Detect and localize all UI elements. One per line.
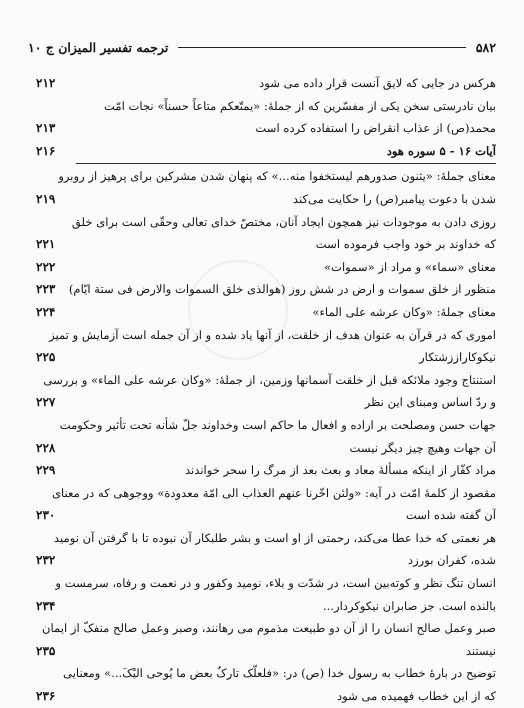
toc-page-number: ۲۱۹	[36, 191, 56, 206]
toc-line	[36, 346, 496, 369]
toc-line-text: نیکوکاراززشتکار	[419, 350, 496, 365]
toc-line-text: آن جهات وهیچ چیز دیگر نیست	[349, 440, 496, 455]
toc-line-text: نیستند	[465, 643, 496, 658]
toc-line	[36, 211, 496, 234]
toc-page-number: ۲۱۶	[36, 143, 56, 158]
toc-page-number: ۲۲۴	[36, 304, 56, 319]
toc-page-number: ۲۳۰	[36, 508, 56, 523]
toc-line-text: مقصود از کلمهٔ امّت در آیه: «ولئن اخّرنا عنهم العذاب الی امّة معدودة» ووجوهی که در معنای	[51, 485, 496, 500]
toc-page-number: ۲۱۳	[36, 121, 56, 136]
toc-page-number: ۲۲۷	[36, 395, 56, 410]
running-title: ترجمه تفسیر المیزان ج ۱۰	[28, 39, 169, 55]
toc-page-number: ۲۲۲	[36, 259, 56, 274]
toc-line	[36, 437, 496, 460]
toc-line	[36, 369, 496, 392]
header-rule	[178, 47, 465, 48]
toc-page-number: ۲۲۹	[36, 463, 56, 478]
toc-line	[36, 595, 496, 618]
page-header	[28, 36, 496, 58]
toc-line	[36, 301, 496, 324]
toc-line	[36, 188, 496, 211]
toc-line-text: جهات حسن ومصلحت بر اراده و افعال ما حاکم است وخداوند جلّ شأنه تحت تأثیر وحکومت	[59, 417, 496, 432]
toc-line-text: انسان تنگ نظر و کوته‌بین است، در شدّت و بلاء، نومید وکفور و در نعمت و رفاه، سرمست و	[55, 576, 496, 591]
toc-line-text: محمد(ص) از عذاب انقراض را استفاده کرده است	[255, 121, 496, 136]
toc-line-text: معنای جملهٔ: «وکان عرشه علی الماء»	[312, 304, 496, 319]
toc-line-text: معنای جملهٔ: «یثنون صدورهم لیستخفوا منه...» که پنهان شدن مشرکین برای پرهیز از روبرو	[58, 169, 496, 184]
toc-line-text: هرکس در جایی که لایق آنست قرار داده می شود	[259, 76, 496, 90]
toc-page-number: ۲۱۲	[36, 76, 56, 90]
toc-line-text: که خداوند بر خود واجب فرموده است	[315, 237, 496, 252]
table-of-contents	[36, 72, 496, 708]
toc-line-text: اموری که در قرآن به عنوان هدف از خلقت، از آنها یاد شده و از آن جمله است آزمایش و تمیز	[49, 327, 496, 342]
toc-line-text: معنای «سماء» و مراد از «سموات»	[323, 259, 496, 274]
toc-line-text: منظور از خلق سموات و ارض در شش روز (هوالذی خلق السموات والارض فی ستة ایّام)	[68, 282, 496, 297]
toc-line	[36, 278, 496, 301]
toc-page-number: ۲۲۵	[36, 350, 56, 365]
toc-line	[36, 117, 496, 140]
toc-line	[36, 324, 496, 347]
toc-line-text: آیات ۱۶ - ۵ سوره هود	[386, 143, 496, 158]
toc-line-text: که از این خطاب فهمیده می شود	[336, 689, 496, 704]
toc-line	[36, 165, 496, 188]
toc-page-number: ۲۳۵	[36, 643, 56, 658]
toc-line-text: آن گفته شده است	[405, 508, 496, 523]
toc-line-text: صبر وعمل صالح انسان را از آن دو طبیعت مذموم می رهانند، وصبر وعمل صالح منفکّ از ایمان	[41, 621, 496, 636]
toc-line	[36, 640, 496, 663]
toc-line-text: مراد کفّار از اینکه مسألهٔ معاد و بعث بعد از مرگ را سحر خواندند	[184, 463, 496, 478]
heading-divider	[76, 163, 496, 164]
toc-line	[36, 549, 496, 572]
toc-line	[36, 572, 496, 595]
toc-page-number: ۲۳۶	[36, 689, 56, 704]
toc-page-number: ۲۲۱	[36, 237, 56, 252]
section-heading	[36, 140, 496, 163]
toc-page-number: ۲۳۴	[36, 598, 56, 613]
toc-line-text: شدن با دعوت پیامبر(ص) را حکایت می‌کند	[292, 191, 496, 206]
toc-line	[36, 482, 496, 505]
toc-line	[36, 685, 496, 708]
toc-line-text: هر نعمتی که خدا عطا می‌کند، رحمتی از او است و بشر طلبکار آن نبوده تا با گرفتن آن نومید	[53, 530, 496, 545]
toc-line-text: و ردّ اساس ومبنای این نظر	[364, 395, 496, 410]
toc-line	[36, 414, 496, 437]
toc-page-number: ۲۲۸	[36, 440, 56, 455]
toc-line-text: توضیح در بارهٔ خطاب به رسول خدا (ص) در: «فلعلّک تارکٌ بعض ما یُوحی الیْکَ...» ومعنایی	[63, 666, 496, 681]
toc-line-text: بالنده است. جز صابران نیکوکردار...	[322, 598, 496, 613]
toc-line-text: شده، کفران بورزد	[407, 553, 496, 568]
toc-line	[36, 504, 496, 527]
toc-page-number: ۲۳۲	[36, 553, 56, 568]
toc-line	[36, 459, 496, 482]
toc-line	[36, 233, 496, 256]
toc-line	[36, 72, 496, 95]
toc-line-text: استنتاج وجود ملائکه قبل از خلقت آسمانها وزمین، از جملهٔ: «وکان عرشه علی الماء» و بررسی	[43, 372, 496, 387]
toc-page-number: ۲۲۳	[36, 282, 56, 297]
toc-line	[36, 617, 496, 640]
toc-line	[36, 527, 496, 550]
toc-line-text: بیان نادرستی سخن یکی از مفسّرین که از جملهٔ: «یمتّعکم متاعاً حسناً» نجات امّت	[104, 98, 496, 113]
toc-line-text: روزی دادن به موجودات نیز همچون ایجاد آنان، مختصّ خدای تعالی وحقّی است برای خلق	[71, 214, 496, 229]
toc-line	[36, 256, 496, 279]
page-number: ۵۸۲	[475, 39, 496, 55]
toc-line	[36, 391, 496, 414]
toc-line	[36, 95, 496, 118]
toc-line	[36, 662, 496, 685]
